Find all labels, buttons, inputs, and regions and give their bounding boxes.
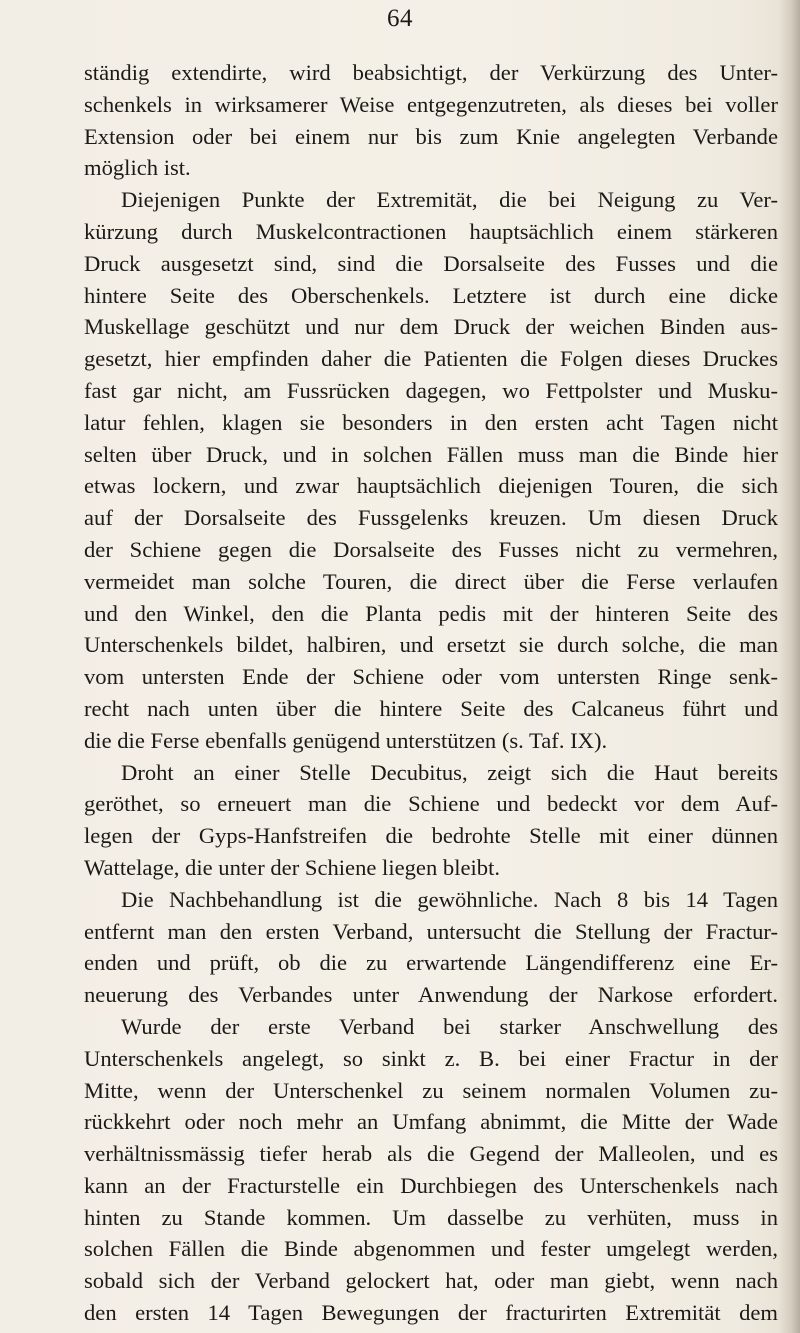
text-line: sobald sich der Verband gelockert hat, oder man giebt, wenn nach (84, 1268, 778, 1294)
text-line: kürzung durch Muskelcontractionen hauptsächlich einem stärkeren (84, 218, 778, 244)
text-line: möglich ist. (84, 155, 191, 181)
text-line: legen der Gyps-Hanfstreifen die bedrohte Stelle mit einer dünnen (84, 823, 778, 849)
page-number: 64 (387, 5, 413, 32)
text-line: rückkehrt oder noch mehr an Umfang abnimmt, die Mitte der Wade (84, 1109, 778, 1135)
text-line: verhältnissmässig tiefer herab als die Gegend der Malleolen, und es (84, 1141, 778, 1167)
text-line: den ersten 14 Tagen Bewegungen der fracturirten Extremität dem (84, 1300, 778, 1326)
text-line: gesetzt, hier empfinden daher die Patienten die Folgen dieses Druckes (84, 346, 778, 372)
text-line: vom untersten Ende der Schiene oder vom untersten Ringe senk- (84, 664, 778, 690)
text-line: ständig extendirte, wird beabsichtigt, der Verkürzung des Unter- (84, 60, 778, 85)
text-line: und den Winkel, den die Planta pedis mit der hinteren Seite des (84, 600, 778, 626)
text-line: entfernt man den ersten Verband, untersucht die Stellung der Fractur- (84, 918, 778, 944)
text-line: auf der Dorsalseite des Fussgelenks kreuzen. Um diesen Druck (84, 505, 778, 531)
text-line: schenkels in wirksamerer Weise entgegenzutreten, als dieses bei voller (84, 91, 778, 117)
text-line: Droht an einer Stelle Decubitus, zeigt sich die Haut bereits (121, 759, 778, 785)
text-line: latur fehlen, klagen sie besonders in den ersten acht Tagen nicht (84, 409, 778, 435)
text-line: Mitte, wenn der Unterschenkel zu seinem normalen Volumen zu- (84, 1077, 778, 1103)
text-line: selten über Druck, und in solchen Fällen muss man die Binde hier (84, 441, 778, 467)
text-line: enden und prüft, ob die zu erwartende Längendifferenz eine Er- (84, 950, 778, 976)
text-line: fast gar nicht, am Fussrücken dagegen, wo Fettpolster und Musku- (84, 377, 778, 403)
text-line: Diejenigen Punkte der Extremität, die bei Neigung zu Ver- (121, 187, 778, 213)
text-line: die die Ferse ebenfalls genügend unterstützen (s. Taf. IX). (84, 727, 608, 753)
text-line: hintere Seite des Oberschenkels. Letztere ist durch eine dicke (84, 282, 778, 308)
text-line: kann an der Fracturstelle ein Durchbiegen des Unterschenkels nach (84, 1172, 778, 1198)
body-text (84, 57, 778, 1329)
text-line: Wurde der erste Verband bei starker Anschwellung des (121, 1013, 778, 1039)
text-line: neuerung des Verbandes unter Anwendung der Narkose erfordert. (84, 982, 778, 1008)
text-line: Extension oder bei einem nur bis zum Knie angelegten Verbande (84, 123, 778, 149)
text-line: solchen Fällen die Binde abgenommen und fester umgelegt werden, (84, 1236, 778, 1262)
text-line: Muskellage geschützt und nur dem Druck der weichen Binden aus- (84, 314, 778, 340)
text-line: Wattelage, die unter der Schiene liegen bleibt. (84, 854, 500, 880)
text-line: Die Nachbehandlung ist die gewöhnliche. Nach 8 bis 14 Tagen (121, 886, 778, 912)
text-line: der Schiene gegen die Dorsalseite des Fusses nicht zu vermehren, (84, 536, 778, 562)
text-line: Druck ausgesetzt sind, sind die Dorsalseite des Fusses und die (84, 250, 778, 276)
page-edge-shadow (778, 0, 800, 1333)
text-line: vermeidet man solche Touren, die direct über die Ferse verlaufen (84, 568, 778, 594)
text-line: recht nach unten über die hintere Seite des Calcaneus führt und (84, 695, 778, 721)
text-line: hinten zu Stande kommen. Um dasselbe zu verhüten, muss in (84, 1204, 778, 1230)
text-line: Unterschenkels angelegt, so sinkt z. B. bei einer Fractur in der (84, 1045, 778, 1071)
text-line: Unterschenkels bildet, halbiren, und ersetzt sie durch solche, die man (84, 632, 778, 658)
text-line: etwas lockern, und zwar hauptsächlich diejenigen Touren, die sich (84, 473, 778, 499)
text-line: geröthet, so erneuert man die Schiene und bedeckt vor dem Auf- (84, 791, 778, 817)
